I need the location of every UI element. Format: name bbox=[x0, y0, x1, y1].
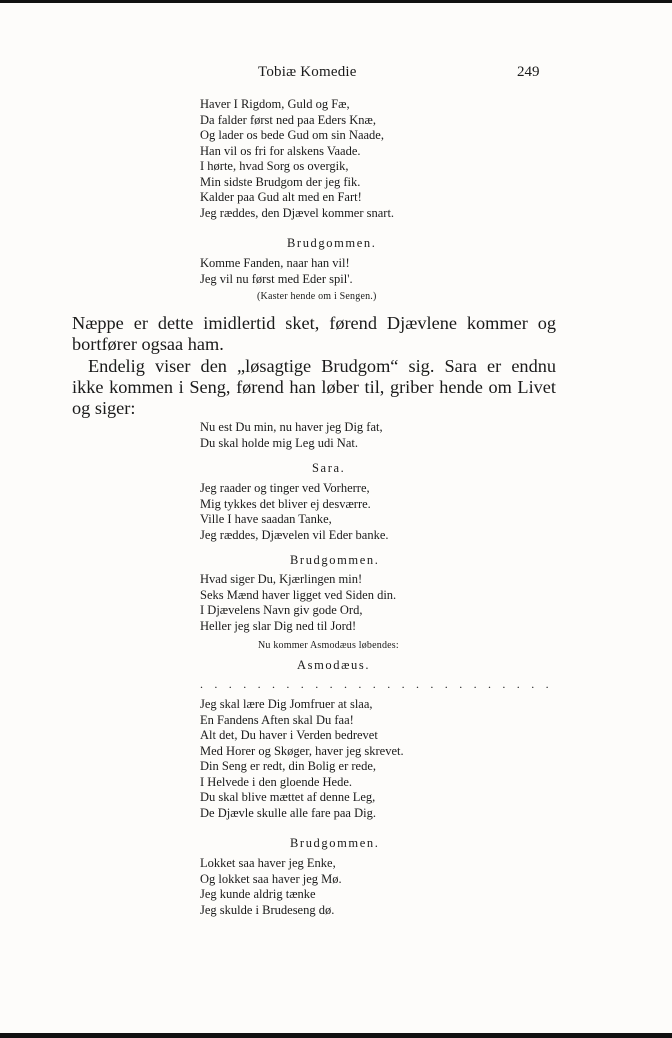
prose-line: bortfører ogsaa ham. bbox=[72, 334, 224, 354]
verse-line: Og lokket saa haver jeg Mø. bbox=[200, 871, 342, 886]
verse-line: Haver I Rigdom, Guld og Fæ, bbox=[200, 97, 350, 111]
ellipsis-line: . . . . . . . . . . . . . . . . . . . . . . . . . bbox=[200, 677, 553, 691]
verse-line: Med Horer og Skøger, haver jeg skrevet. bbox=[200, 743, 404, 758]
verse-line: Komme Fanden, naar han vil! bbox=[200, 256, 350, 270]
verse-line: Kalder paa Gud alt med en Fart! bbox=[200, 190, 362, 204]
verse-line: I Djævelens Navn giv gode Ord, bbox=[200, 603, 363, 617]
verse-line: Lokket saa haver jeg Enke, bbox=[200, 856, 336, 870]
verse-line: Han vil os fri for alskens Vaade. bbox=[200, 143, 361, 158]
verse-line: Heller jeg slar Dig ned til Jord! bbox=[200, 618, 357, 633]
running-header-title: Tobiæ Komedie bbox=[258, 64, 357, 80]
stage-direction: Nu kommer Asmodæus løbendes: bbox=[258, 640, 399, 651]
speaker-heading: Brudgommen. bbox=[290, 553, 380, 567]
verse-line: Ville I have saadan Tanke, bbox=[200, 512, 332, 526]
verse-line: I Helvede i den gloende Hede. bbox=[200, 774, 353, 789]
verse-line: Jeg kunde aldrig tænke bbox=[200, 887, 316, 901]
verse-line: Nu est Du min, nu haver jeg Dig fat, bbox=[200, 420, 383, 434]
verse-block-1 bbox=[200, 97, 394, 221]
speaker-heading: Brudgommen. bbox=[287, 236, 377, 250]
verse-block-7 bbox=[200, 856, 342, 918]
verse-line: Din Seng er redt, din Bolig er rede, bbox=[200, 759, 376, 773]
verse-line: Og lader os bede Gud om sin Naade, bbox=[200, 128, 384, 142]
speaker-heading: Sara. bbox=[312, 461, 346, 475]
verse-line: Jeg vil nu først med Eder spil'. bbox=[200, 271, 353, 286]
verse-block-6 bbox=[200, 697, 404, 821]
verse-line: En Fandens Aften skal Du faa! bbox=[200, 712, 354, 727]
verse-line: Min sidste Brudgom der jeg fik. bbox=[200, 174, 361, 189]
prose-line: Næppe er dette imidlertid sket, førend Djævlene kommer og bbox=[72, 313, 556, 333]
prose-line: ikke kommen i Seng, førend han løber til, griber hende om Livet bbox=[72, 377, 556, 397]
verse-block-2 bbox=[200, 256, 353, 287]
stage-direction: (Kaster hende om i Sengen.) bbox=[257, 291, 377, 302]
verse-line: Mig tykkes det bliver ej desværre. bbox=[200, 496, 371, 511]
verse-block-5 bbox=[200, 572, 396, 634]
verse-block-4 bbox=[200, 481, 389, 543]
verse-line: Da falder først ned paa Eders Knæ, bbox=[200, 112, 376, 127]
verse-line: Jeg ræddes, den Djævel kommer snart. bbox=[200, 205, 395, 220]
verse-line: I hørte, hvad Sorg os overgik, bbox=[200, 159, 349, 173]
speaker-heading: Asmodæus. bbox=[297, 658, 371, 672]
prose-line: Endelig viser den „løsagtige Brudgom“ sig. Sara er endnu bbox=[88, 356, 556, 376]
verse-line: Seks Mænd haver ligget ved Siden din. bbox=[200, 587, 397, 602]
verse-line: Du skal holde mig Leg udi Nat. bbox=[200, 435, 358, 450]
page-number: 249 bbox=[517, 64, 540, 80]
verse-line: Hvad siger Du, Kjærlingen min! bbox=[200, 572, 363, 586]
verse-line: Jeg ræddes, Djævelen vil Eder banke. bbox=[200, 527, 389, 542]
verse-line: Jeg raader og tinger ved Vorherre, bbox=[200, 481, 370, 495]
bottom-scan-border bbox=[0, 1033, 672, 1038]
speaker-heading: Brudgommen. bbox=[290, 836, 380, 850]
top-scan-border bbox=[0, 0, 672, 3]
prose-paragraph-2 bbox=[72, 356, 556, 419]
prose-paragraph-1 bbox=[72, 313, 556, 355]
verse-line: De Djævle skulle alle fare paa Dig. bbox=[200, 805, 376, 820]
verse-block-3 bbox=[200, 420, 383, 451]
verse-line: Du skal blive mættet af denne Leg, bbox=[200, 790, 376, 804]
verse-line: Alt det, Du haver i Verden bedrevet bbox=[200, 728, 378, 742]
verse-line: Jeg skal lære Dig Jomfruer at slaa, bbox=[200, 697, 373, 711]
prose-line: og siger: bbox=[72, 398, 136, 418]
verse-line: Jeg skulde i Brudeseng dø. bbox=[200, 902, 335, 917]
